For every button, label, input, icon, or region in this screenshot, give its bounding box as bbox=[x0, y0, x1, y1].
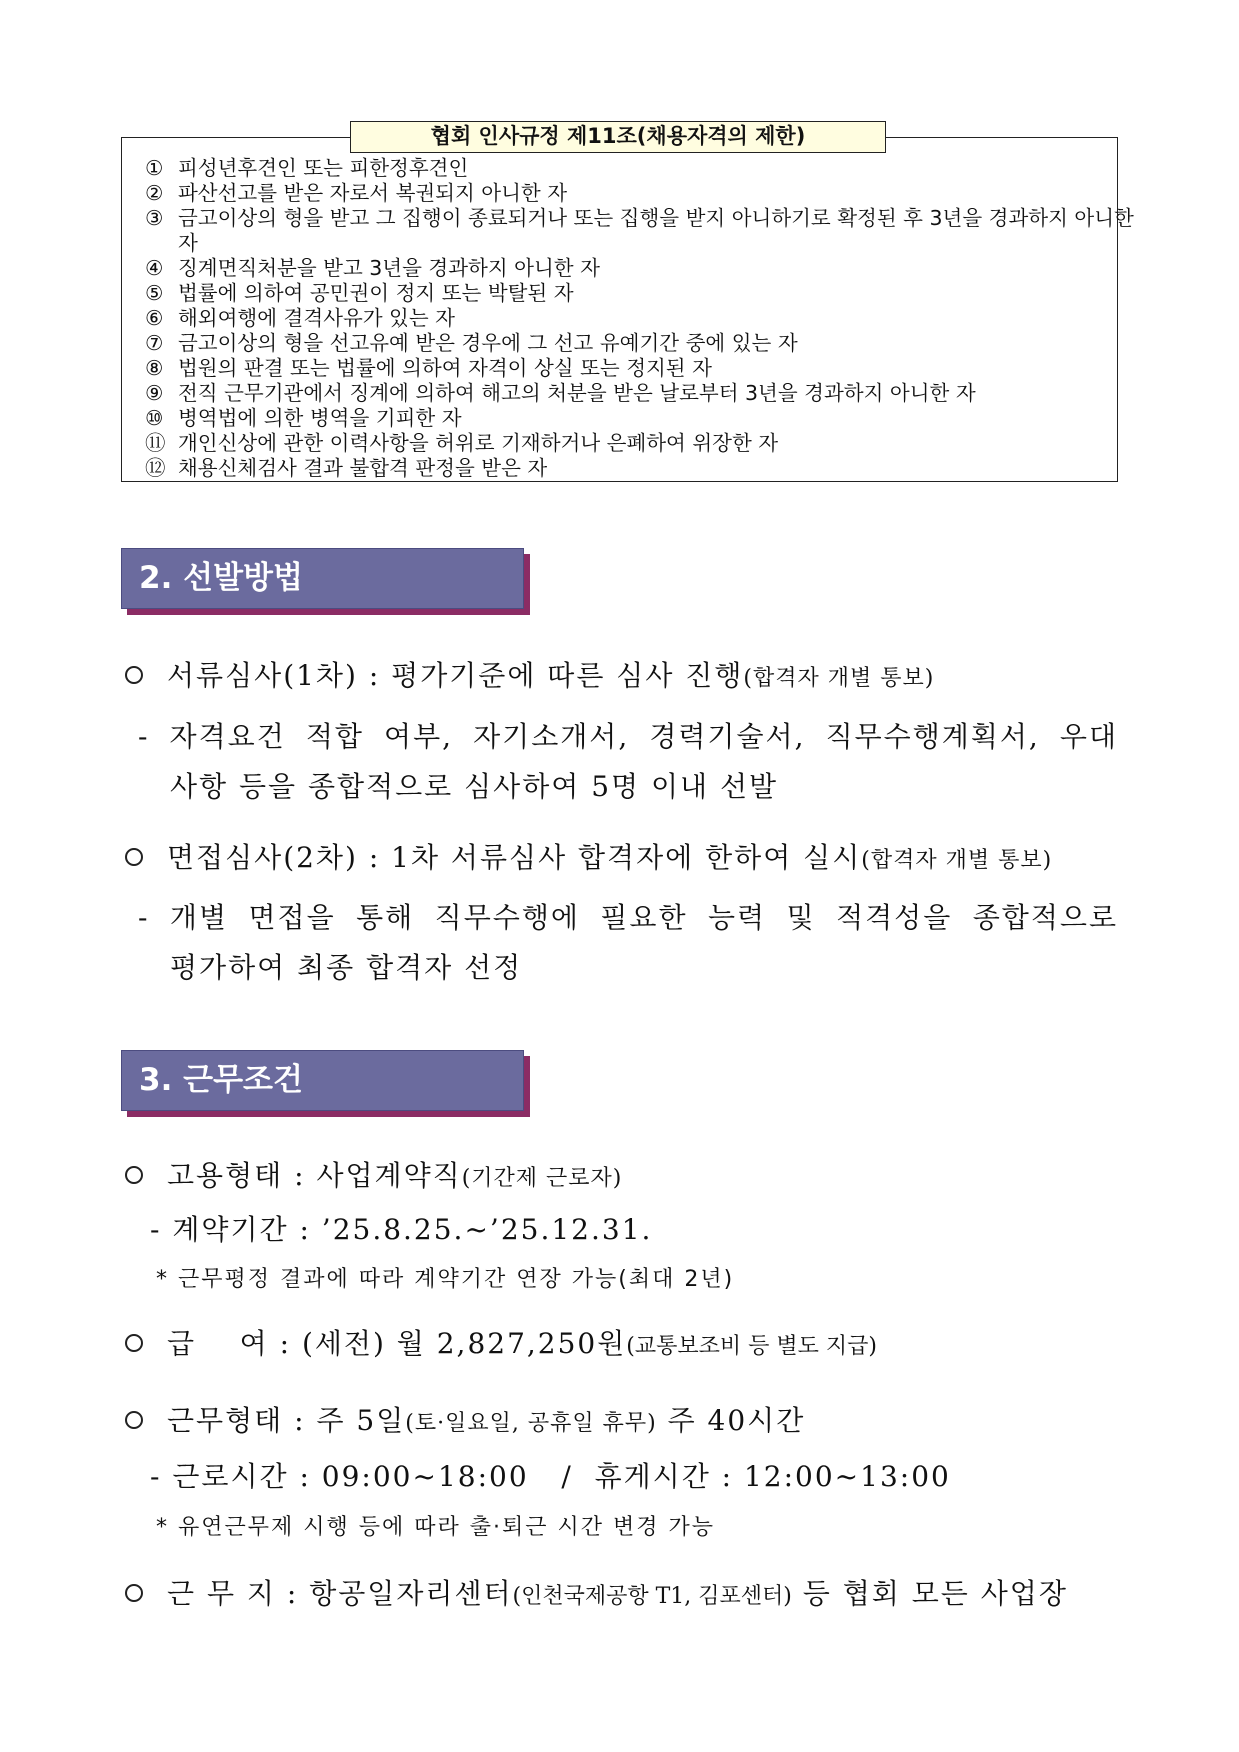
regulation-list bbox=[145, 156, 1143, 481]
circle-bullet-icon bbox=[125, 1411, 143, 1429]
contract-period-line: - 계약기간 : ’25.8.25.~’25.12.31. bbox=[150, 1213, 653, 1246]
interview-detail-line-2: 평가하여 최종 합격자 선정 bbox=[170, 951, 523, 984]
list-item: ⑧ 법원의 판결 또는 법률에 의하여 자격이 상실 또는 정지된 자 bbox=[145, 356, 712, 380]
doc-detail-line-1: - 자격요건 적합 여부, 자기소개서, 경력기술서, 직무수행계획서, 우대 bbox=[138, 720, 1118, 753]
list-item: ⑥ 해외여행에 결격사유가 있는 자 bbox=[145, 306, 455, 330]
list-item: ⑨ 전직 근무기관에서 징계에 의하여 해고의 처분을 받은 날로부터 3년을 경과하지 아니한 자 bbox=[145, 381, 976, 405]
work-hours-line: - 근로시간 : 09:00~18:00 / 휴게시간 : 12:00~13:00 bbox=[150, 1460, 951, 1493]
salary-line: 급 여 : (세전) 월 2,827,250원(교통보조비 등 별도 지급) bbox=[125, 1322, 877, 1362]
list-item: ① 피성년후견인 또는 피한정후견인 bbox=[145, 156, 469, 180]
list-item: ④ 징계면직처분을 받고 3년을 경과하지 아니한 자 bbox=[145, 256, 600, 280]
list-item: ⑪ 개인신상에 관한 이력사항을 허위로 기재하거나 은폐하여 위장한 자 bbox=[145, 431, 779, 455]
list-item: ⑤ 법률에 의하여 공민권이 정지 또는 박탈된 자 bbox=[145, 281, 574, 305]
section-2-header bbox=[121, 548, 521, 609]
interview-line: 면접심사(2차) : 1차 서류심사 합격자에 한하여 실시(합격자 개별 통보) bbox=[125, 836, 1052, 876]
contract-note: * 근무평정 결과에 따라 계약기간 연장 가능(최대 2년) bbox=[156, 1267, 735, 1292]
hours-note: * 유연근무제 시행 등에 따라 출·퇴근 시간 변경 가능 bbox=[156, 1515, 715, 1540]
circle-bullet-icon bbox=[125, 1584, 143, 1602]
work-location-line: 근 무 지 : 항공일자리센터(인천국제공항 T1, 김포센터) 등 협회 모든 사업장 bbox=[125, 1572, 1068, 1612]
work-type-line: 근무형태 : 주 5일(토·일요일, 공휴일 휴무) 주 40시간 bbox=[125, 1399, 805, 1439]
list-item: ⑩ 병역법에 의한 병역을 기피한 자 bbox=[145, 406, 462, 430]
circle-bullet-icon bbox=[125, 848, 143, 866]
list-item: ⑫ 채용신체검사 결과 불합격 판정을 받은 자 bbox=[145, 456, 548, 480]
section-2-title: 2. 선발방법 bbox=[139, 560, 303, 596]
doc-review-line: 서류심사(1차) : 평가기준에 따른 심사 진행(합격자 개별 통보) bbox=[125, 654, 934, 694]
employment-type-line: 고용형태 : 사업계약직(기간제 근로자) bbox=[125, 1154, 622, 1194]
list-item: ⑦ 금고이상의 형을 선고유예 받은 경우에 그 선고 유예기간 중에 있는 자 bbox=[145, 331, 798, 355]
regulation-title: 협회 인사규정 제11조(채용자격의 제한) bbox=[350, 121, 886, 153]
list-item: ③ 금고이상의 형을 받고 그 집행이 종료되거나 또는 집행을 받지 아니하기로 확정된 후 3년을 경과하지 아니한 자 bbox=[145, 206, 1134, 255]
interview-detail-line-1: - 개별 면접을 통해 직무수행에 필요한 능력 및 적격성을 종합적으로 bbox=[138, 901, 1118, 934]
circle-bullet-icon bbox=[125, 1334, 143, 1352]
circle-bullet-icon bbox=[125, 666, 143, 684]
list-item: ② 파산선고를 받은 자로서 복권되지 아니한 자 bbox=[145, 181, 568, 205]
section-3-title: 3. 근무조건 bbox=[139, 1062, 303, 1098]
doc-detail-line-2: 사항 등을 종합적으로 심사하여 5명 이내 선발 bbox=[170, 770, 779, 803]
section-3-header bbox=[121, 1050, 521, 1111]
circle-bullet-icon bbox=[125, 1166, 143, 1184]
